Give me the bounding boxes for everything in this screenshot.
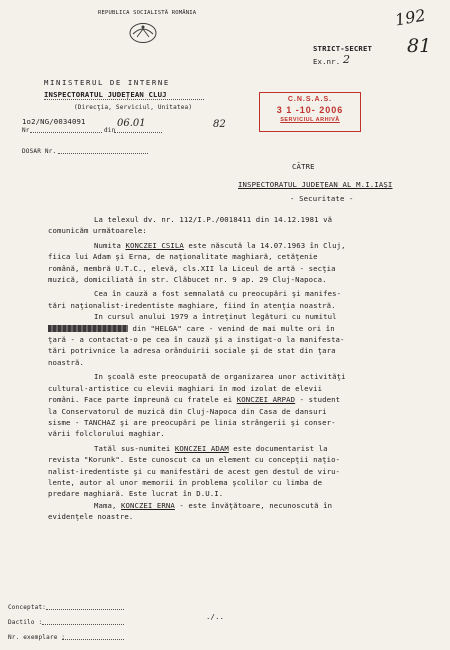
text-span: Tatăl sus-numitei xyxy=(94,443,175,453)
body-line xyxy=(48,394,434,405)
body-line: tări potrivnice la adresa orânduirii sociale şi de stat din ţara xyxy=(48,346,336,356)
body-line: muzică, domiciliată în str. Clăbucet nr. 9 ap. 29 Cluj-Napoca. xyxy=(48,275,327,285)
recipient-name: INSPECTORATUL JUDEŢEAN AL M.I.IAŞI xyxy=(238,180,393,189)
body-line: română, membră U.T.C., elevă, cls.XII la Liceul de artă - secţia xyxy=(48,263,336,273)
body-line: La telexul dv. nr. 112/I.P./0018411 din 14.12.1981 vă xyxy=(94,215,333,224)
body-line: la Conservatorul de muzică din Cluj-Napoca din Casa de dansuri xyxy=(48,406,327,416)
body-line: In cursul anului 1979 a întreţinut legături cu numitul xyxy=(94,312,337,322)
body-line: nalist-iredentiste şi cu manifestări de acest gen destul de viru- xyxy=(48,466,341,476)
text-span: Numita xyxy=(94,240,126,250)
body-line xyxy=(48,240,434,251)
text-span: - student xyxy=(295,395,341,405)
body-line: noastră. xyxy=(48,357,84,367)
exemplar-label: Ex.nr. xyxy=(313,57,341,66)
footer-conceptat: Conceptat: xyxy=(8,604,47,611)
republic-heading: REPUBLICA SOCIALISTĂ ROMÂNIA xyxy=(98,10,197,16)
text-span: români. Face parte împreună cu fratele ei xyxy=(48,395,237,405)
body-line: vării folclorului maghiar. xyxy=(48,429,165,439)
body-line: In şcoală este preocupată de organizarea unor activităţi xyxy=(94,372,346,382)
mother-name: KONCZEI ERNA xyxy=(120,500,175,510)
text-span: este documentarist la xyxy=(228,443,328,453)
nr-label: Nr xyxy=(22,127,30,134)
body-line: cultural-artistice cu elevii maghiari în mod izolat de elevii xyxy=(48,383,323,393)
exemplar-number: 2 xyxy=(343,53,350,66)
subject-name: KONCZEI CSILA xyxy=(125,240,184,250)
brother-name: KONCZEI ARPAD xyxy=(236,395,296,405)
body-line: predare maghiară. Este lucrat în D.U.I. xyxy=(48,489,224,499)
footer-dactilo: Dactilo : xyxy=(8,619,43,626)
body-line: lente, autor al unor memorii în problema şcolilor cu limba de xyxy=(48,477,323,487)
continuation-mark: ./.. xyxy=(206,612,225,621)
footer-exemplare: Nr. exemplare : xyxy=(8,634,66,641)
text-span: - este învăţătoare, necunoscută în xyxy=(174,500,333,510)
body-line: comunicăm următoarele: xyxy=(48,226,147,236)
handwritten-archive-number: 192 xyxy=(393,5,427,30)
recipient-department: - Securitate - xyxy=(290,194,354,203)
stamp-date: 3 1 -10- 2006 xyxy=(276,105,344,115)
text-span: Mama, xyxy=(94,500,121,510)
body-line xyxy=(48,500,434,511)
stamp-department: SERVICIUL ARHIVĂ xyxy=(280,117,340,123)
catre-label: CĂTRE xyxy=(292,162,315,171)
handwritten-page-number: 81 xyxy=(407,35,432,57)
direction-note: (Direcţia, Serviciul, Unitatea) xyxy=(74,104,193,111)
body-line xyxy=(48,443,434,454)
body-line xyxy=(48,323,434,334)
dosar-label: DOSAR Nr. xyxy=(22,148,57,155)
body-line: Cea în cauză a fost semnalată cu preocupări şi manifes- xyxy=(94,289,342,299)
body-line: evidenţele noastre. xyxy=(48,512,134,522)
classification-label: STRICT-SECRET xyxy=(313,44,373,53)
body-line: sisme - TANCHAZ şi are preocupări pe linia strângerii şi conser- xyxy=(48,417,336,427)
text-span: este născută la 14.07.1963 în Cluj, xyxy=(183,240,346,250)
archive-stamp xyxy=(259,92,361,132)
body-line: revista "Korunk". Este cunoscut ca un element cu concepţii naţio- xyxy=(48,455,341,465)
registration-number: 1o2/NG/0034091 xyxy=(22,117,86,126)
din-label: din xyxy=(104,127,116,134)
letter-body xyxy=(48,214,434,523)
stamp-institution: C.N.S.A.S. xyxy=(287,96,333,103)
inspectorate-heading: INSPECTORATUL JUDEȚEAN CLUJ xyxy=(44,90,167,99)
coat-of-arms-icon xyxy=(128,22,158,44)
body-line: tări naţionalist-iredentiste maghiare, fiind în atenţia noastră. xyxy=(48,300,336,310)
handwritten-year: 82 xyxy=(213,119,226,130)
ministry-heading: MINISTERUL DE INTERNE xyxy=(44,78,170,87)
text-span: din "HELGA" care - venind de mai multe ori în xyxy=(128,323,335,333)
body-line: ţară - a contactat-o pe cea în cauză şi a instigat-o la manifesta- xyxy=(48,335,345,345)
body-line: fiica lui Adam şi Erna, de naţionalitate maghiară, cetăţenie xyxy=(48,252,318,262)
redacted-name xyxy=(48,325,128,332)
father-name: KONCZEI ADAM xyxy=(174,443,229,453)
handwritten-date: 06.01 xyxy=(117,118,146,129)
